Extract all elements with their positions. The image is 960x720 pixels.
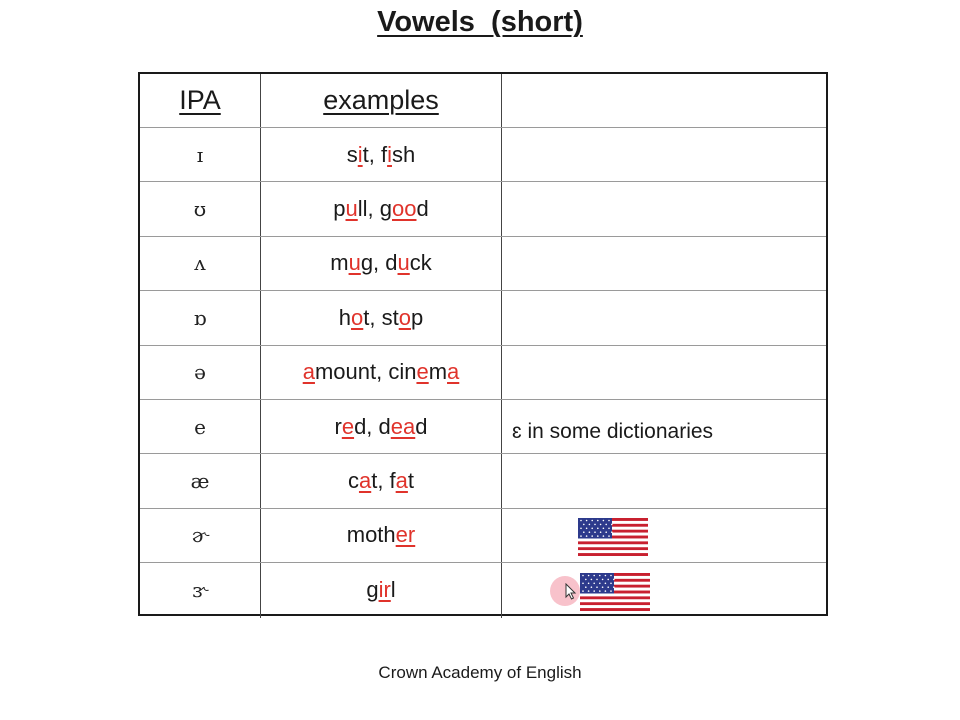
ipa-symbol: ə	[194, 360, 206, 385]
note-cell	[502, 237, 826, 290]
note-cell	[502, 563, 826, 617]
ipa-symbol: ɚ	[191, 523, 209, 548]
ipa-symbol: ʌ	[194, 251, 206, 276]
table-row	[140, 454, 826, 508]
footer-credit: Crown Academy of English	[378, 663, 582, 682]
ipa-symbol: æ	[190, 469, 210, 494]
vowel-highlight: ea	[390, 413, 416, 439]
table-header-row	[140, 74, 826, 128]
example-words: red, dead	[334, 413, 428, 439]
ipa-cell	[140, 509, 261, 562]
vowel-highlight: i	[357, 141, 363, 167]
vowel-highlight: a	[358, 468, 372, 494]
example-words: sit, fish	[346, 141, 416, 167]
table-row	[140, 291, 826, 345]
ipa-cell	[140, 454, 261, 507]
example-cell	[261, 237, 502, 290]
us-flag-icon	[578, 518, 648, 556]
us-flag-icon	[580, 573, 650, 611]
vowel-highlight: i	[387, 141, 392, 167]
example-cell	[261, 509, 502, 562]
vowel-highlight: er	[395, 522, 416, 548]
header-cell-examples	[261, 74, 502, 127]
table-row	[140, 400, 826, 454]
ipa-cell	[140, 182, 261, 235]
example-cell	[261, 454, 502, 507]
page-title: Vowels (short)	[377, 6, 583, 38]
vowel-highlight: u	[348, 250, 361, 276]
table-row	[140, 509, 826, 563]
example-words: mother	[346, 522, 416, 548]
note-cell	[502, 454, 826, 507]
example-words: pull, good	[333, 196, 429, 222]
example-cell	[261, 400, 502, 453]
ipa-cell	[140, 291, 261, 344]
ipa-symbol: ɒ	[193, 305, 207, 330]
vowel-table	[138, 72, 828, 616]
note-cell	[502, 128, 826, 181]
table-row	[140, 346, 826, 400]
vowel-highlight: e	[416, 359, 429, 385]
vowel-highlight: a	[447, 359, 460, 385]
header-cell-notes	[502, 74, 826, 127]
vowel-highlight: o	[398, 304, 411, 330]
vowel-highlight: u	[397, 250, 410, 276]
header-ipa: IPA	[179, 85, 221, 115]
vowel-highlight: oo	[392, 196, 417, 222]
ipa-cell	[140, 400, 261, 453]
example-cell	[261, 346, 502, 399]
example-words: hot, stop	[338, 304, 424, 330]
header-examples: examples	[323, 85, 439, 115]
ipa-symbol: ɪ	[196, 142, 204, 167]
ipa-symbol: ʊ	[193, 197, 207, 222]
ipa-cell	[140, 563, 261, 617]
vowel-highlight: e	[341, 413, 355, 439]
example-words: amount, cinema	[302, 359, 460, 385]
ipa-symbol: ɝ	[192, 578, 208, 603]
ipa-cell	[140, 237, 261, 290]
note-text: ɛ in some dictionaries	[512, 419, 714, 443]
note-cell	[502, 346, 826, 399]
vowel-highlight: o	[351, 304, 364, 330]
example-cell	[261, 182, 502, 235]
note-cell	[502, 182, 826, 235]
vowel-highlight: a	[395, 468, 408, 494]
note-cell	[502, 400, 826, 453]
example-words: girl	[366, 577, 396, 603]
note-cell	[502, 509, 826, 562]
example-words: mug, duck	[330, 250, 432, 276]
mouse-cursor-icon	[565, 583, 579, 601]
table-row	[140, 237, 826, 291]
table-row	[140, 128, 826, 182]
ipa-cell	[140, 346, 261, 399]
ipa-symbol: e	[194, 414, 206, 439]
vowel-highlight: u	[345, 196, 358, 222]
table-row	[140, 182, 826, 236]
example-words: cat, fat	[347, 468, 415, 494]
vowel-highlight: ir	[378, 577, 391, 603]
ipa-cell	[140, 128, 261, 181]
example-cell	[261, 291, 502, 344]
header-cell-ipa	[140, 74, 261, 127]
note-cell	[502, 291, 826, 344]
example-cell	[261, 128, 502, 181]
example-cell	[261, 563, 502, 617]
vowel-highlight: a	[302, 359, 315, 385]
table-row	[140, 563, 826, 617]
